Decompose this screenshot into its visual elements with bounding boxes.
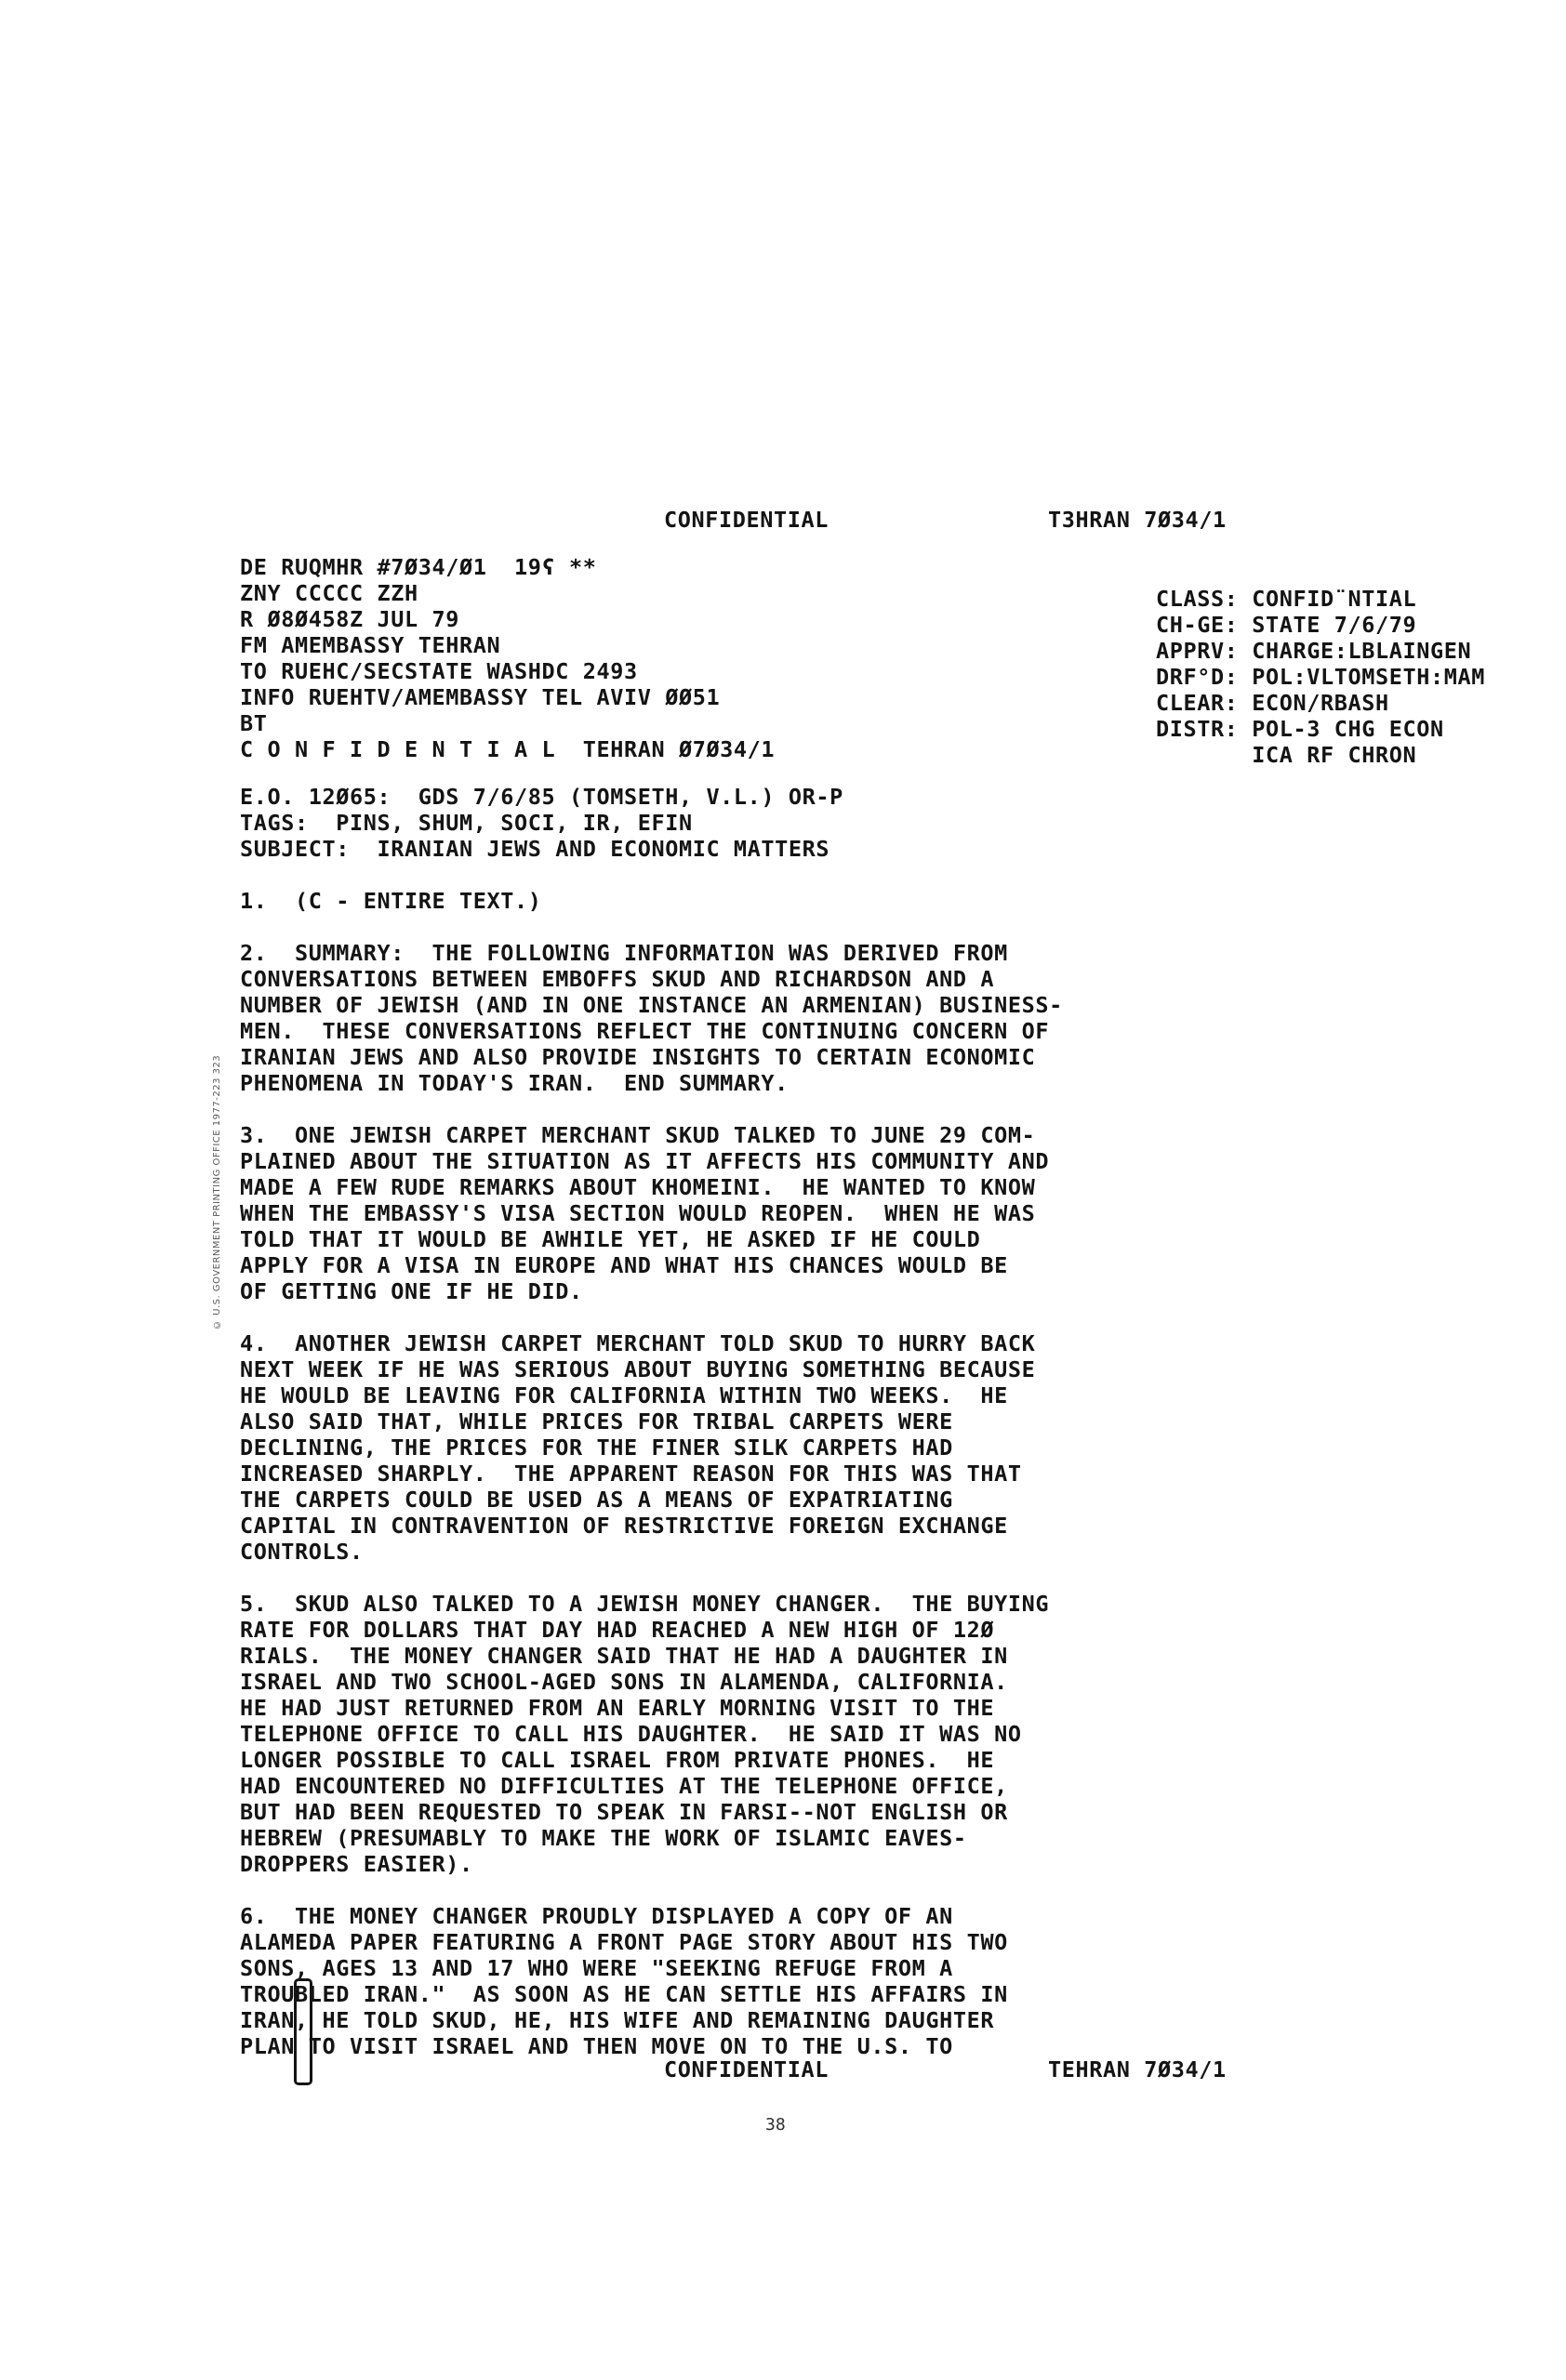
clearance-line: APPRV: CHARGE:LBLAINGEN — [1156, 638, 1472, 664]
clearance-line: CH-GE: STATE 7/6/79 — [1156, 612, 1417, 638]
clearance-line: CLEAR: ECON/RBASH — [1156, 690, 1389, 716]
paragraph-2-summary: 2. SUMMARY: THE FOLLOWING INFORMATION WAS DERIVED FROM CONVERSATIONS BETWEEN EMBOFFS SKUD AND RICHARDSON AND A NUMBER OF JEWISH (AND IN ONE INSTANCE AN ARMENIAN) BUSINESS- MEN. THESE CONVERSATIONS REFLECT THE CONTINUING CONCERN OF IRANIAN JEWS AND ALSO PROVIDE INSIGHTS TO CERTAIN ECONOMIC PHENOMENA IN TODAY'S IRAN. END SUMMARY. — [240, 940, 1063, 1096]
routing-line: C O N F I D E N T I A L TEHRAN Ø7Ø34/1 — [240, 736, 776, 762]
cable-body — [240, 784, 1063, 2059]
clearance-line: DRF°D: POL:VLTOMSETH:MAM — [1156, 664, 1485, 690]
routing-line: BT — [240, 710, 268, 736]
paragraph-6: 6. THE MONEY CHANGER PROUDLY DISPLAYED A COPY OF AN ALAMEDA PAPER FEATURING A FRONT PAGE STORY ABOUT HIS TWO SONS, AGES 13 AND 17 WHO WERE "SEEKING REFUGE FROM A TROUBLED IRAN." AS SOON AS HE CAN SETTLE HIS AFFAIRS IN IRAN, HE TOLD SKUD, HE, HIS WIFE AND REMAINING DAUGHTER PLAN TO VISIT ISRAEL AND THEN MOVE ON TO THE U.S. TO — [240, 1903, 1008, 2059]
staple-mark — [294, 1978, 312, 2085]
clearance-line: DISTR: POL-3 CHG ECON — [1156, 716, 1444, 742]
footer-classification: CONFIDENTIAL — [664, 2056, 829, 2082]
paragraph-5: 5. SKUD ALSO TALKED TO A JEWISH MONEY CHANGER. THE BUYING RATE FOR DOLLARS THAT DAY HAD REACHED A NEW HIGH OF 12Ø RIALS. THE MONEY CHANGER SAID THAT HE HAD A DAUGHTER IN ISRAEL AND TWO SCHOOL-AGED SONS IN ALAMENDA, CALIFORNIA. HE HAD JUST RETURNED FROM AN EARLY MORNING VISIT TO THE TELEPHONE OFFICE TO CALL HIS DAUGHTER. HE SAID IT WAS NO LONGER POSSIBLE TO CALL ISRAEL FROM PRIVATE PHONES. HE HAD ENCOUNTERED NO DIFFICULTIES AT THE TELEPHONE OFFICE, BUT HAD BEEN REQUESTED TO SPEAK IN FARSI--NOT ENGLISH OR HEBREW (PRESUMABLY TO MAKE THE WORK OF ISLAMIC EAVES- DROPPERS EASIER). — [240, 1591, 1050, 1877]
routing-line: ZNY CCCCC ZZH — [240, 580, 418, 606]
paragraph-1: 1. (C - ENTIRE TEXT.) — [240, 888, 542, 914]
page-number: 38 — [765, 2115, 786, 2135]
routing-line: FM AMEMBASSY TEHRAN — [240, 632, 501, 658]
clearance-line: CLASS: CONFID¨NTIAL — [1156, 586, 1417, 612]
clearance-line: ICA RF CHRON — [1156, 742, 1417, 768]
routing-line: INFO RUEHTV/AMEMBASSY TEL AVIV ØØ51 — [240, 684, 721, 710]
paragraph-4: 4. ANOTHER JEWISH CARPET MERCHANT TOLD SKUD TO HURRY BACK NEXT WEEK IF HE WAS SERIOUS ABOUT BUYING SOMETHING BECAUSE HE WOULD BE LEAVING FOR CALIFORNIA WITHIN TWO WEEKS. HE ALSO SAID THAT, WHILE PRICES FOR TRIBAL CARPETS WERE DECLINING, THE PRICES FOR THE FINER SILK CARPETS HAD INCREASED SHARPLY. THE APPARENT REASON FOR THIS WAS THAT THE CARPETS COULD BE USED AS A MEANS OF EXPATRIATING CAPITAL IN CONTRAVENTION OF RESTRICTIVE FOREIGN EXCHANGE CONTROLS. — [240, 1330, 1036, 1565]
paragraph-3: 3. ONE JEWISH CARPET MERCHANT SKUD TALKED TO JUNE 29 COM- PLAINED ABOUT THE SITUATION AS IT AFFECTS HIS COMMUNITY AND MADE A FEW RUDE REMARKS ABOUT KHOMEINI. HE WANTED TO KNOW WHEN THE EMBASSY'S VISA SECTION WOULD REOPEN. WHEN HE WAS TOLD THAT IT WOULD BE AWHILE YET, HE ASKED IF HE COULD APPLY FOR A VISA IN EUROPE AND WHAT HIS CHANCES WOULD BE OF GETTING ONE IF HE DID. — [240, 1122, 1050, 1304]
footer-reference: TEHRAN 7Ø34/1 — [1048, 2056, 1227, 2082]
header-classification: CONFIDENTIAL — [664, 507, 829, 533]
header-reference: T3HRAN 7Ø34/1 — [1048, 507, 1227, 533]
routing-line: R Ø8Ø458Z JUL 79 — [240, 606, 459, 632]
subject-block: E.O. 12Ø65: GDS 7/6/85 (TOMSETH, V.L.) OR-P TAGS: PINS, SHUM, SOCI, IR, EFIN SUBJECT: IRANIAN JEWS AND ECONOMIC MATTERS — [240, 784, 843, 862]
clearance-block — [1156, 586, 1485, 768]
routing-line: DE RUQMHR #7Ø34/Ø1 19ʕ ** — [240, 554, 597, 580]
routing-line: TO RUEHC/SECSTATE WASHDC 2493 — [240, 658, 638, 684]
routing-block — [240, 554, 775, 762]
printing-office-note: © U.S. GOVERNMENT PRINTING OFFICE 1977-223 323 — [212, 1054, 222, 1329]
